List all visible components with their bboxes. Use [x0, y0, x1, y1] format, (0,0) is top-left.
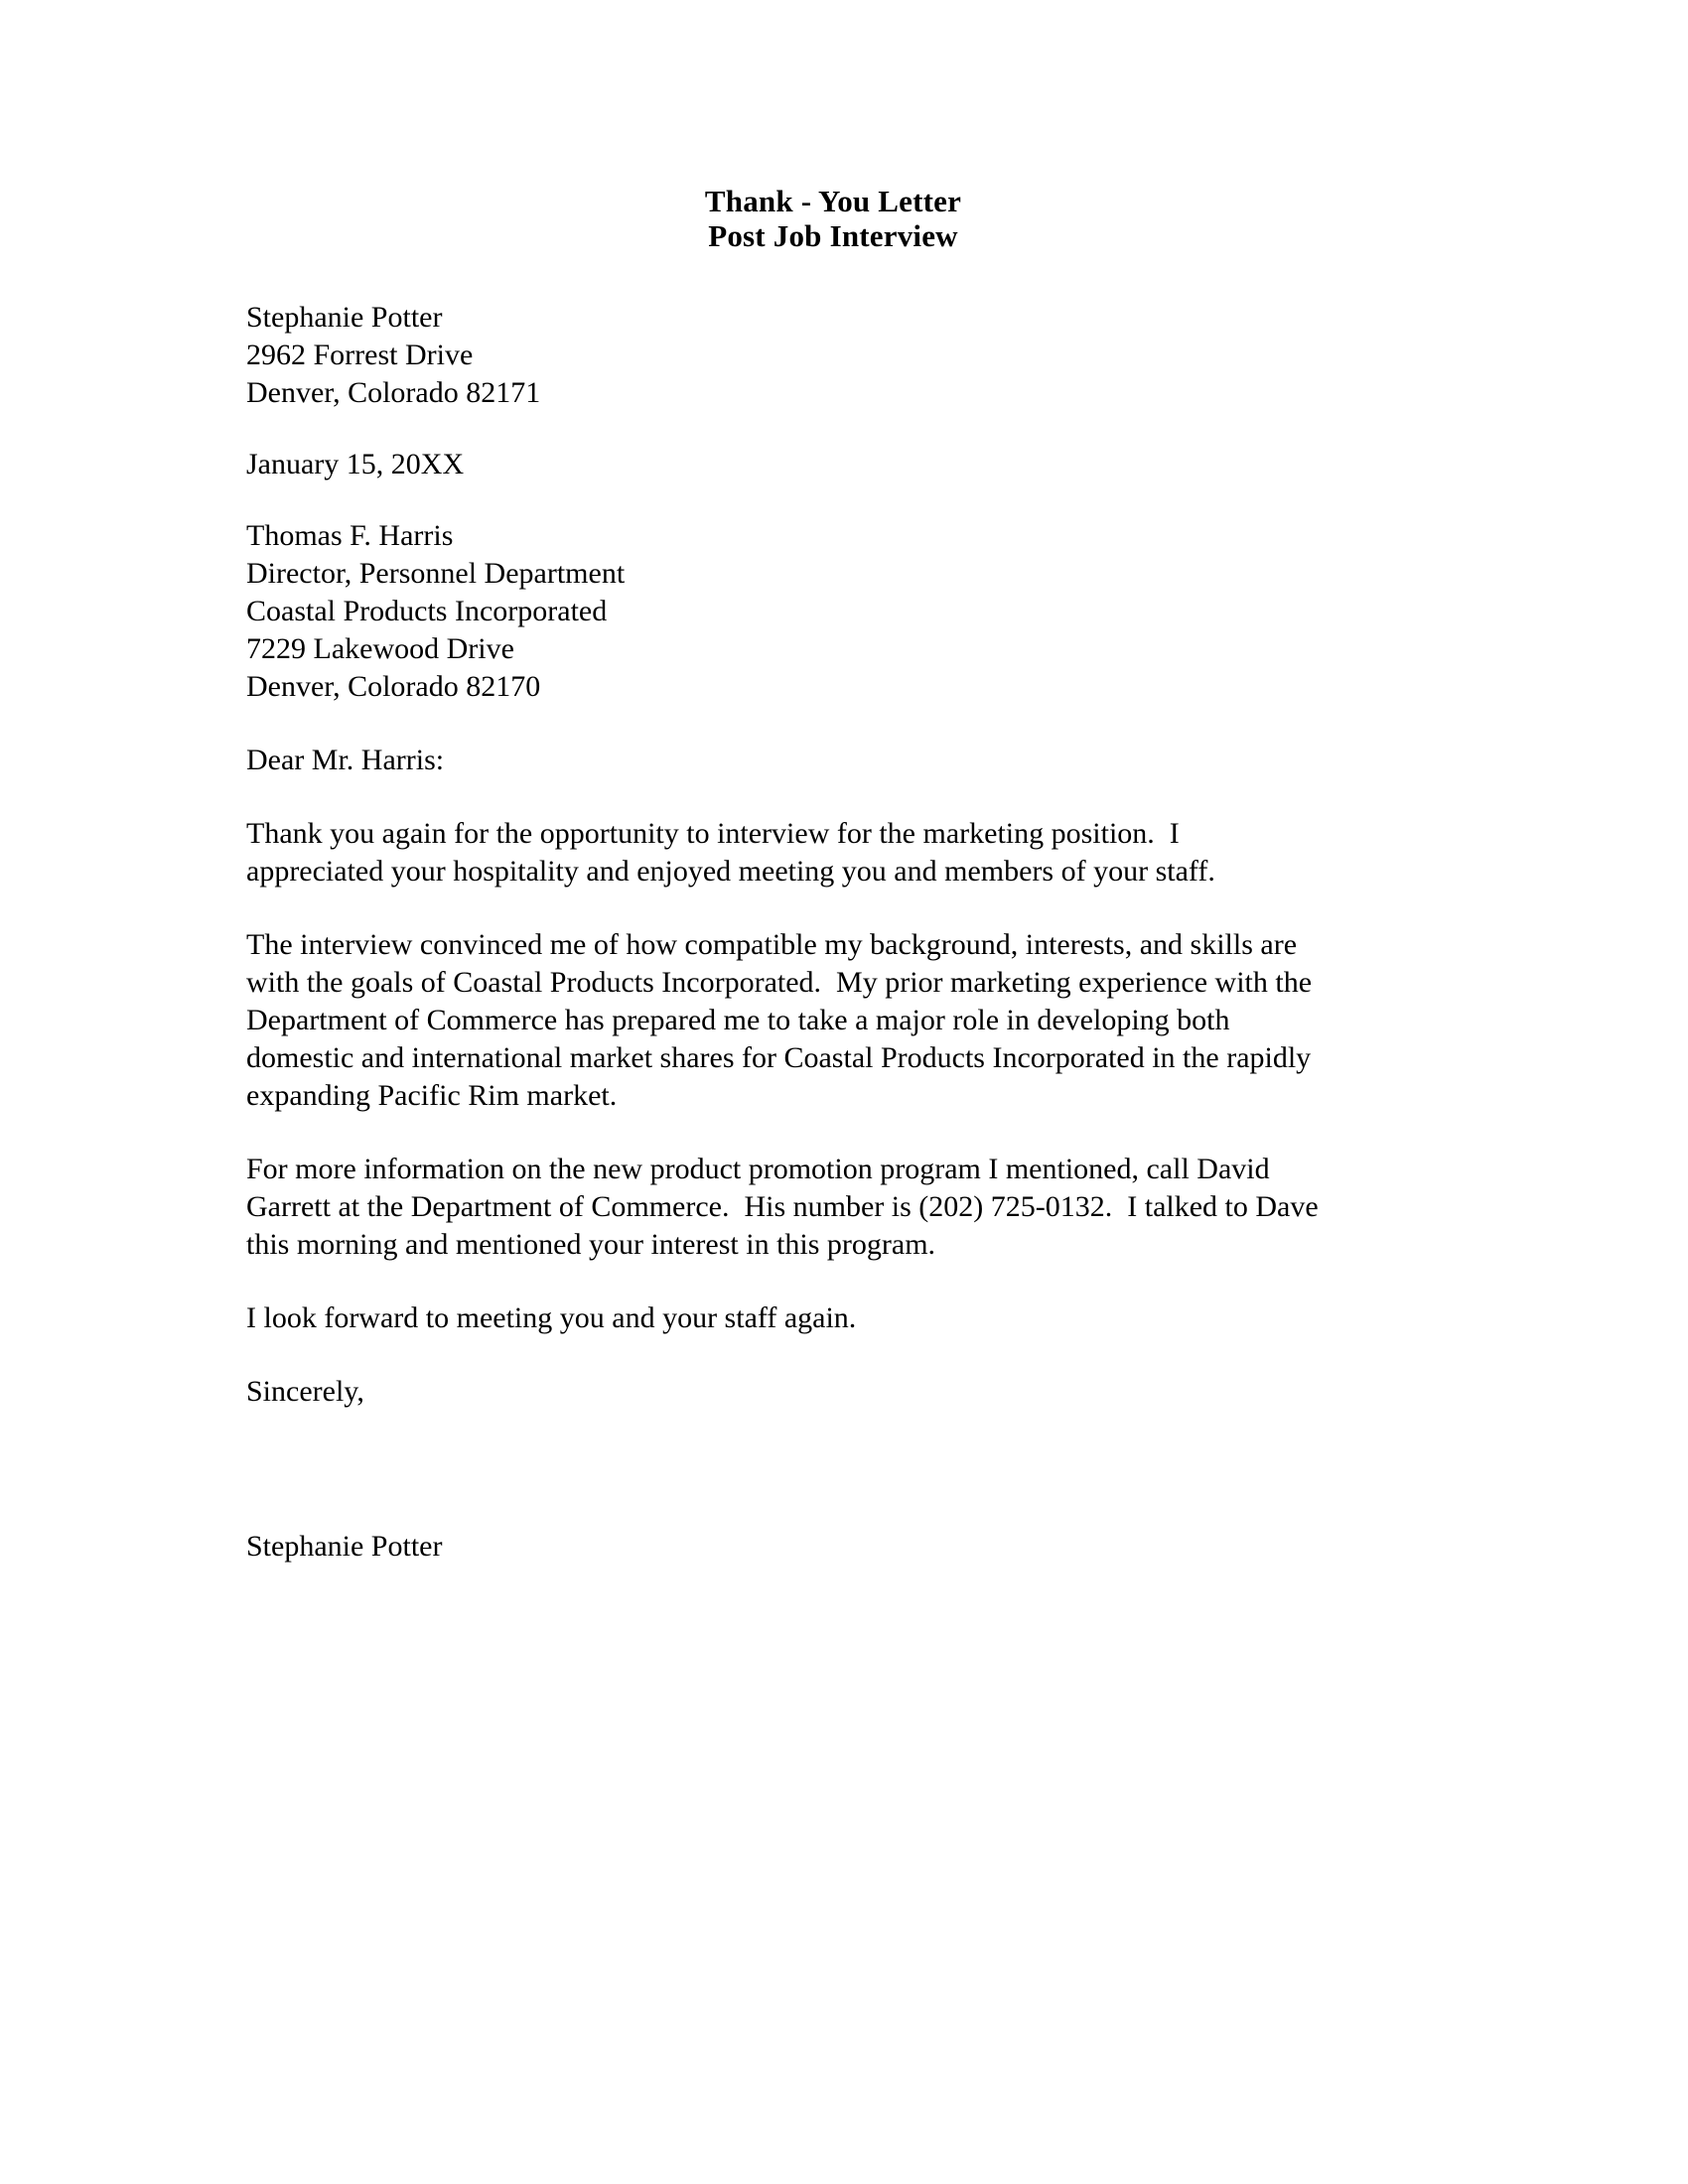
signature-block — [246, 1528, 1434, 1566]
paragraph-line: expanding Pacific Rim market. — [246, 1079, 618, 1113]
recipient-company: Coastal Products Incorporated — [246, 595, 608, 628]
recipient-name: Thomas F. Harris — [246, 519, 454, 553]
paragraph-line: domestic and international market shares for Coastal Products Incorporated in the rapidly — [246, 1041, 1312, 1075]
paragraph-line: Thank you again for the opportunity to interview for the marketing position. I — [246, 817, 1180, 851]
document-title-line-1: Thank - You Letter — [704, 184, 962, 218]
sender-name: Stephanie Potter — [246, 301, 443, 335]
letter-date: January 15, 20XX — [246, 448, 465, 481]
body-paragraph-3 — [246, 1151, 1434, 1264]
sender-address-block — [246, 299, 1434, 412]
paragraph-line: this morning and mentioned your interest in this program. — [246, 1228, 936, 1262]
paragraph-line: appreciated your hospitality and enjoyed meeting you and members of your staff. — [246, 855, 1215, 888]
paragraph-line: The interview convinced me of how compatible my background, interests, and skills are — [246, 928, 1298, 962]
document-title — [246, 185, 1434, 253]
paragraph-line: I look forward to meeting you and your staff again. — [246, 1301, 857, 1335]
closing-salutation: Sincerely, — [246, 1375, 364, 1409]
signature-name: Stephanie Potter — [246, 1530, 443, 1564]
signature-space — [246, 1411, 1434, 1528]
recipient-city-state-zip: Denver, Colorado 82170 — [246, 670, 541, 704]
recipient-address-block — [246, 517, 1434, 706]
salutation: Dear Mr. Harris: — [246, 744, 445, 777]
letter-body — [246, 185, 1434, 1566]
recipient-title: Director, Personnel Department — [246, 557, 626, 591]
salutation-block — [246, 742, 1434, 779]
body-paragraph-2 — [246, 926, 1434, 1115]
paragraph-line: with the goals of Coastal Products Incorporated. My prior marketing experience with the — [246, 966, 1313, 1000]
sender-street: 2962 Forrest Drive — [246, 339, 474, 372]
document-title-line-2: Post Job Interview — [708, 217, 958, 253]
body-paragraph-1 — [246, 815, 1434, 890]
letter-date-block — [246, 446, 1434, 483]
closing-block — [246, 1373, 1434, 1411]
body-paragraph-4 — [246, 1299, 1434, 1337]
paragraph-line: For more information on the new product promotion program I mentioned, call David — [246, 1153, 1270, 1186]
paragraph-line: Garrett at the Department of Commerce. His number is (202) 725-0132. I talked to Dave — [246, 1190, 1319, 1224]
sender-city-state-zip: Denver, Colorado 82171 — [246, 376, 541, 410]
recipient-street: 7229 Lakewood Drive — [246, 632, 514, 666]
paragraph-line: Department of Commerce has prepared me to take a major role in developing both — [246, 1004, 1230, 1037]
